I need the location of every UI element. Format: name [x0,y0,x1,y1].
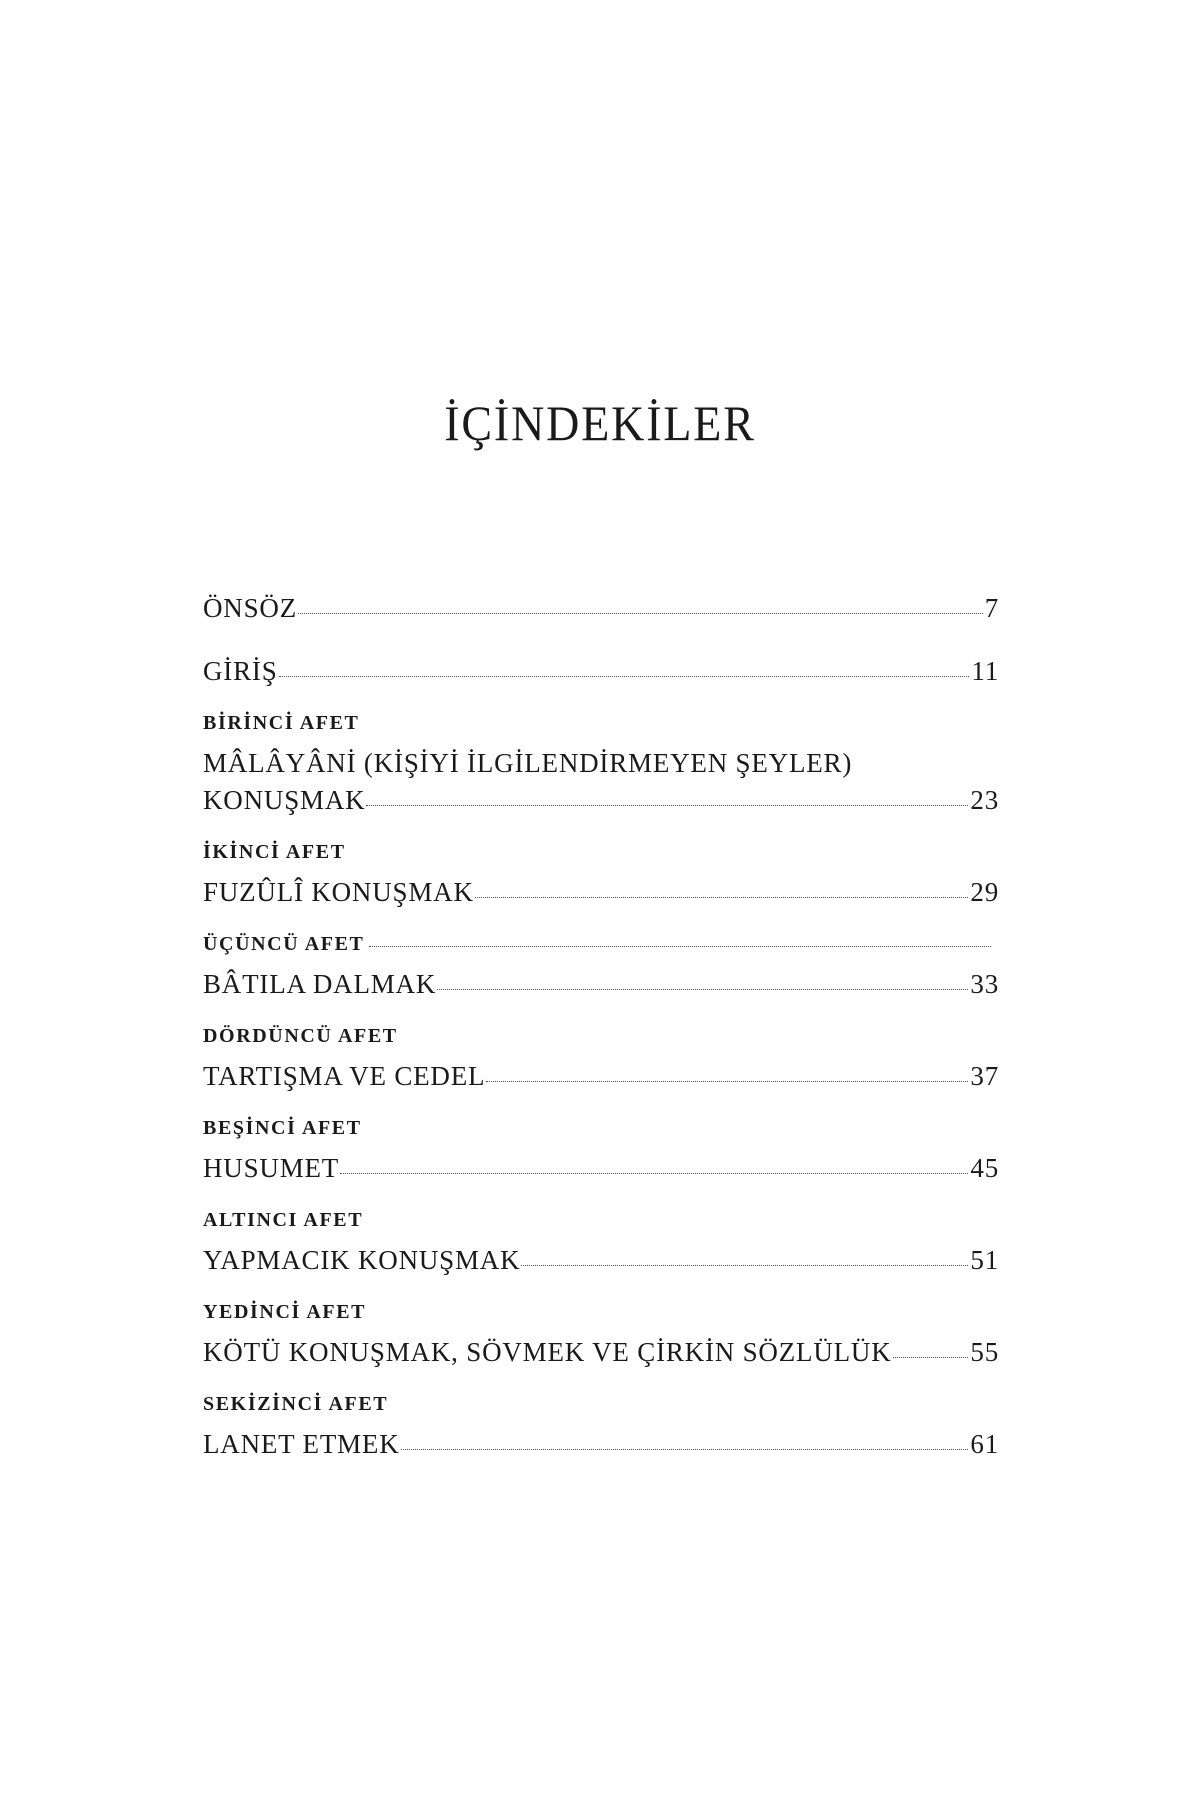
table-of-contents [203,590,999,1463]
section-label-text: ÜÇÜNCÜ AFET [203,933,365,955]
toc-section-3 [203,931,999,1003]
toc-section-4 [203,1023,999,1095]
toc-section-5 [203,1115,999,1187]
toc-section-8 [203,1391,999,1463]
section-label [203,710,999,736]
section-label [203,1299,999,1325]
toc-entry[interactable] [203,1058,999,1095]
toc-entry-title: ÖNSÖZ [203,593,298,623]
toc-entry-title: GİRİŞ [203,656,278,686]
toc-entry-title: BÂTILA DALMAK [203,969,437,999]
dot-leader [369,946,992,947]
section-label [203,1023,999,1049]
toc-section-2 [203,839,999,911]
toc-section-6 [203,1207,999,1279]
section-label-text: YEDİNCİ AFET [203,1301,367,1323]
dot-leader [340,1173,968,1174]
section-label-text: İKİNCİ AFET [203,841,346,863]
toc-entry-page: 11 [971,656,999,686]
toc-entry-title: MÂLÂYÂNİ (KİŞİYİ İLGİLENDİRMEYEN ŞEYLER) [203,748,853,778]
toc-entry-title: YAPMACIK KONUŞMAK [203,1245,521,1275]
toc-entry-page: 33 [970,969,999,999]
dot-leader [298,613,983,614]
section-label-text: SEKİZİNCİ AFET [203,1393,389,1415]
dot-leader [279,676,970,677]
section-label [203,931,999,957]
toc-entry[interactable] [203,1150,999,1187]
toc-entry[interactable] [203,1334,999,1371]
toc-entry-onsoz[interactable] [203,590,999,627]
toc-entry[interactable] [203,966,999,1003]
toc-entry-title: LANET ETMEK [203,1429,400,1459]
page-title: İÇİNDEKİLER [444,395,756,451]
toc-section-7 [203,1299,999,1371]
toc-entry[interactable] [203,874,999,911]
toc-entry-title: FUZÛLÎ KONUŞMAK [203,877,474,907]
toc-entry-page: 45 [970,1153,999,1183]
dot-leader [401,1449,969,1450]
toc-entry-title: TARTIŞMA VE CEDEL [203,1061,486,1091]
section-label [203,1391,999,1417]
toc-section-1 [203,710,999,819]
toc-entry-giris[interactable] [203,653,999,690]
toc-entry-page: 7 [984,593,999,623]
toc-entry-page: 23 [970,785,999,815]
dot-leader [486,1081,968,1082]
section-label-text: DÖRDÜNCÜ AFET [203,1025,398,1047]
section-label-text: ALTINCI AFET [203,1209,364,1231]
dot-leader [521,1265,968,1266]
toc-entry-title: HUSUMET [203,1153,340,1183]
section-label-text: BİRİNCİ AFET [203,712,360,734]
toc-entry-page: 55 [970,1337,999,1367]
dot-leader [437,989,968,990]
toc-entry-page: 29 [970,877,999,907]
section-label [203,839,999,865]
dot-leader [366,805,968,806]
toc-entry[interactable] [203,782,999,819]
dot-leader [893,1357,969,1358]
dot-leader [475,897,969,898]
toc-entry-title-line1[interactable] [203,745,999,782]
toc-entry-title: KÖTÜ KONUŞMAK, SÖVMEK VE ÇİRKİN SÖZLÜLÜK [203,1337,892,1367]
toc-entry-page: 61 [970,1429,999,1459]
section-label [203,1115,999,1141]
toc-entry[interactable] [203,1242,999,1279]
toc-entry-title: KONUŞMAK [203,785,366,815]
section-label [203,1207,999,1233]
toc-entry-page: 51 [970,1245,999,1275]
section-label-text: BEŞİNCİ AFET [203,1117,362,1139]
toc-entry[interactable] [203,1426,999,1463]
toc-entry-page: 37 [970,1061,999,1091]
